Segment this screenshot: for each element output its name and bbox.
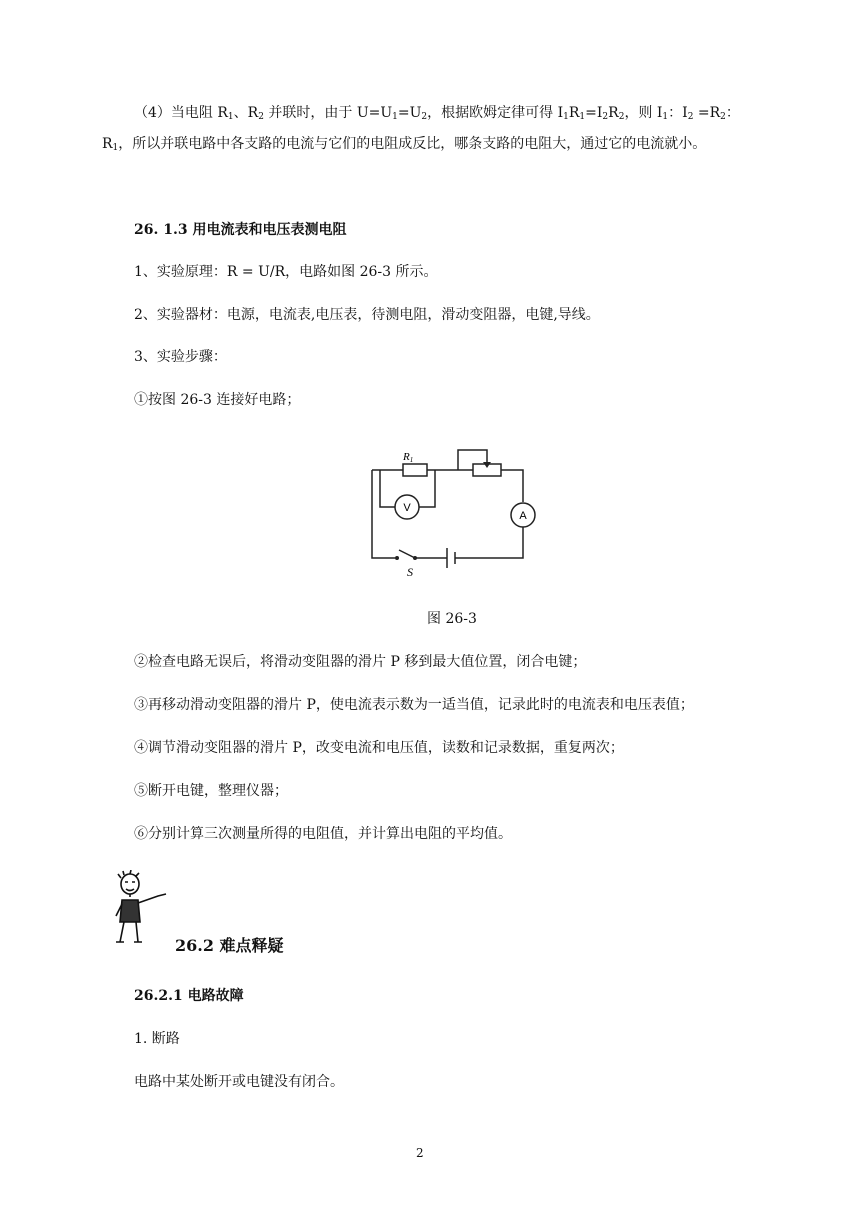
section-heading-26-1-3: 26. 1.3 用电流表和电压表测电阻 [134, 222, 347, 238]
fault-item-1: 1. 断路 [134, 1031, 180, 1047]
step-6: ⑥分别计算三次测量所得的电阻值，并计算出电阻的平均值。 [134, 826, 512, 842]
battery-symbol [447, 548, 455, 568]
fault-item-1-text: 电路中某处断开或电键没有闭合。 [134, 1074, 344, 1090]
resistor-r1-symbol [403, 464, 427, 476]
ammeter-label: A [519, 510, 527, 522]
switch-label: S [407, 565, 413, 579]
switch-contact-right [413, 556, 417, 560]
wire-top-right [458, 470, 523, 502]
switch-contact [395, 556, 399, 560]
wire-left [372, 470, 395, 558]
principle-item: 1、实验原理：R = U/R，电路如图 26-3 所示。 [134, 264, 438, 280]
equipment-item: 2、实验器材：电源，电流表,电压表，待测电阻，滑动变阻器，电键,导线。 [134, 307, 600, 323]
pointing-man-icon [110, 870, 172, 946]
step-2: ②检查电路无误后，将滑动变阻器的滑片 P 移到最大值位置，闭合电键； [134, 654, 587, 670]
page-number: 2 [416, 1146, 424, 1160]
voltmeter-label: V [403, 502, 411, 514]
circuit-diagram [355, 440, 545, 580]
step-4: ④调节滑动变阻器的滑片 P，改变电流和电压值，读数和记录数据，重复两次； [134, 740, 624, 756]
step-1: ①按图 26-3 连接好电路； [134, 392, 301, 408]
section-heading-26-2: 26.2 难点释疑 [175, 936, 284, 955]
steps-title: 3、实验步骤： [134, 349, 227, 365]
switch-symbol [399, 550, 415, 558]
step-3: ③再移动滑动变阻器的滑片 P，使电流表示数为一适当值，记录此时的电流表和电压表值； [134, 697, 694, 713]
figure-caption: 图 26-3 [427, 611, 477, 627]
step-5: ⑤断开电键，整理仪器； [134, 783, 288, 799]
slider-arrow-icon [483, 462, 491, 468]
sub-heading-26-2-1: 26.2.1 电路故障 [134, 988, 244, 1004]
resistor-label: R1 [403, 451, 414, 464]
para4-line2: $R_1$，所以并联电路中各支路的电流与它们的电阻成反比，哪条支路的电阻大，通过它的电流就小。 [102, 136, 707, 153]
para4-line1: （4）当电阻 $R_1$、$R_2$ 并联时，由于 $U=U_1=U_2$，根据欧姆定律可得 $I_1R_1=I_2R_2$，则 $I_1$：$I_2 =R_2$： [134, 105, 740, 122]
wire-right-bottom [463, 527, 523, 558]
